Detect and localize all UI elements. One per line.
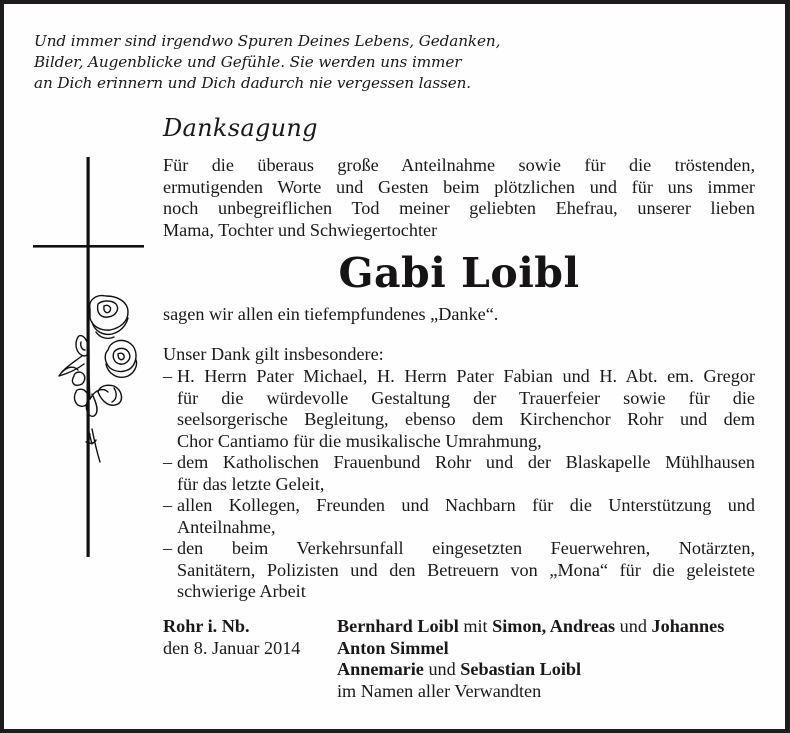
poem-line: Und immer sind irgendwo Spuren Deines Lebens, Gedanken, bbox=[34, 32, 501, 50]
signer-line bbox=[337, 616, 767, 638]
signer-note: im Namen aller Verwandten bbox=[337, 680, 542, 701]
list-item bbox=[163, 495, 755, 538]
page-title: Danksagung bbox=[163, 114, 318, 142]
intro-line: Mama, Tochter und Schwiegertochter bbox=[163, 219, 438, 240]
list-item-line: Anteilnahme, bbox=[177, 516, 276, 537]
list-item-line: den beim Verkehrsunfall eingesetzten Feuerwehren, Notärzten, bbox=[177, 538, 755, 558]
signers bbox=[337, 616, 767, 702]
thanks-list bbox=[163, 366, 755, 603]
list-item-line: dem Katholischen Frauenbund Rohr und der Blaskapelle Mühlhausen bbox=[177, 452, 755, 472]
list-subheading: Unser Dank gilt insbesondere: bbox=[163, 344, 384, 364]
cross-with-roses-icon bbox=[4, 4, 164, 604]
list-item-line: allen Kollegen, Freunden und Nachbarn für die Unterstützung und bbox=[177, 495, 755, 515]
intro-line: Für die überaus große Anteilnahme sowie für die tröstenden, bbox=[163, 155, 755, 175]
list-item bbox=[163, 538, 755, 603]
signer-line bbox=[337, 638, 767, 660]
dash-bullet: – bbox=[163, 452, 173, 472]
memorial-poem bbox=[34, 31, 594, 94]
signer-name: Simon, Andreas bbox=[492, 616, 616, 636]
signer-name: Anton Simmel bbox=[337, 637, 449, 658]
dash-bullet: – bbox=[163, 495, 173, 515]
list-item bbox=[163, 366, 755, 452]
list-item-line: seelsorgerische Begleitung, ebenso dem Kirchenchor Rohr und dem bbox=[177, 409, 755, 429]
date: den 8. Januar 2014 bbox=[163, 637, 301, 658]
signer-line bbox=[337, 659, 767, 681]
signer-name: Johannes bbox=[651, 616, 725, 636]
signer-name: Bernhard Loibl bbox=[337, 616, 459, 636]
poem-line: Bilder, Augenblicke und Gefühle. Sie werden uns immer bbox=[34, 53, 462, 71]
list-item-line: Sanitätern, Polizisten und den Betreuern von „Mona“ für die geleistete bbox=[177, 559, 755, 580]
signer-name: Annemarie bbox=[337, 659, 424, 679]
list-item-line: H. Herrn Pater Michael, H. Herrn Pater Fabian und H. Abt. em. Gregor bbox=[177, 366, 755, 386]
thanks-line: sagen wir allen ein tiefempfundenes „Danke“. bbox=[163, 304, 499, 324]
intro-paragraph bbox=[163, 155, 755, 241]
list-item-line: Chor Cantiamo für die musikalische Umrahmung, bbox=[177, 430, 542, 451]
list-item bbox=[163, 452, 755, 495]
list-item-line: für das letzte Geleit, bbox=[177, 473, 325, 494]
intro-line: noch unbegreiflichen Tod meiner geliebten Ehefrau, unserer lieben bbox=[163, 198, 755, 218]
place: Rohr i. Nb. bbox=[163, 616, 250, 636]
place-date bbox=[163, 616, 338, 659]
list-item-line: schwierige Arbeit bbox=[177, 581, 306, 601]
dash-bullet: – bbox=[163, 366, 173, 386]
deceased-name: Gabi Loibl bbox=[338, 249, 580, 297]
poem-line: an Dich erinnern und Dich dadurch nie vergessen lassen. bbox=[34, 74, 472, 92]
connector: und bbox=[423, 659, 461, 679]
obituary-notice bbox=[4, 4, 785, 729]
intro-line: ermutigenden Worte und Gesten beim plötzlichen und für uns immer bbox=[163, 176, 755, 197]
connector: und bbox=[615, 616, 652, 636]
list-item-line: für die würdevolle Gestaltung der Trauerfeier sowie für die bbox=[177, 387, 755, 408]
dash-bullet: – bbox=[163, 538, 173, 558]
signer-name: Sebastian Loibl bbox=[460, 659, 582, 679]
connector: mit bbox=[458, 616, 493, 636]
